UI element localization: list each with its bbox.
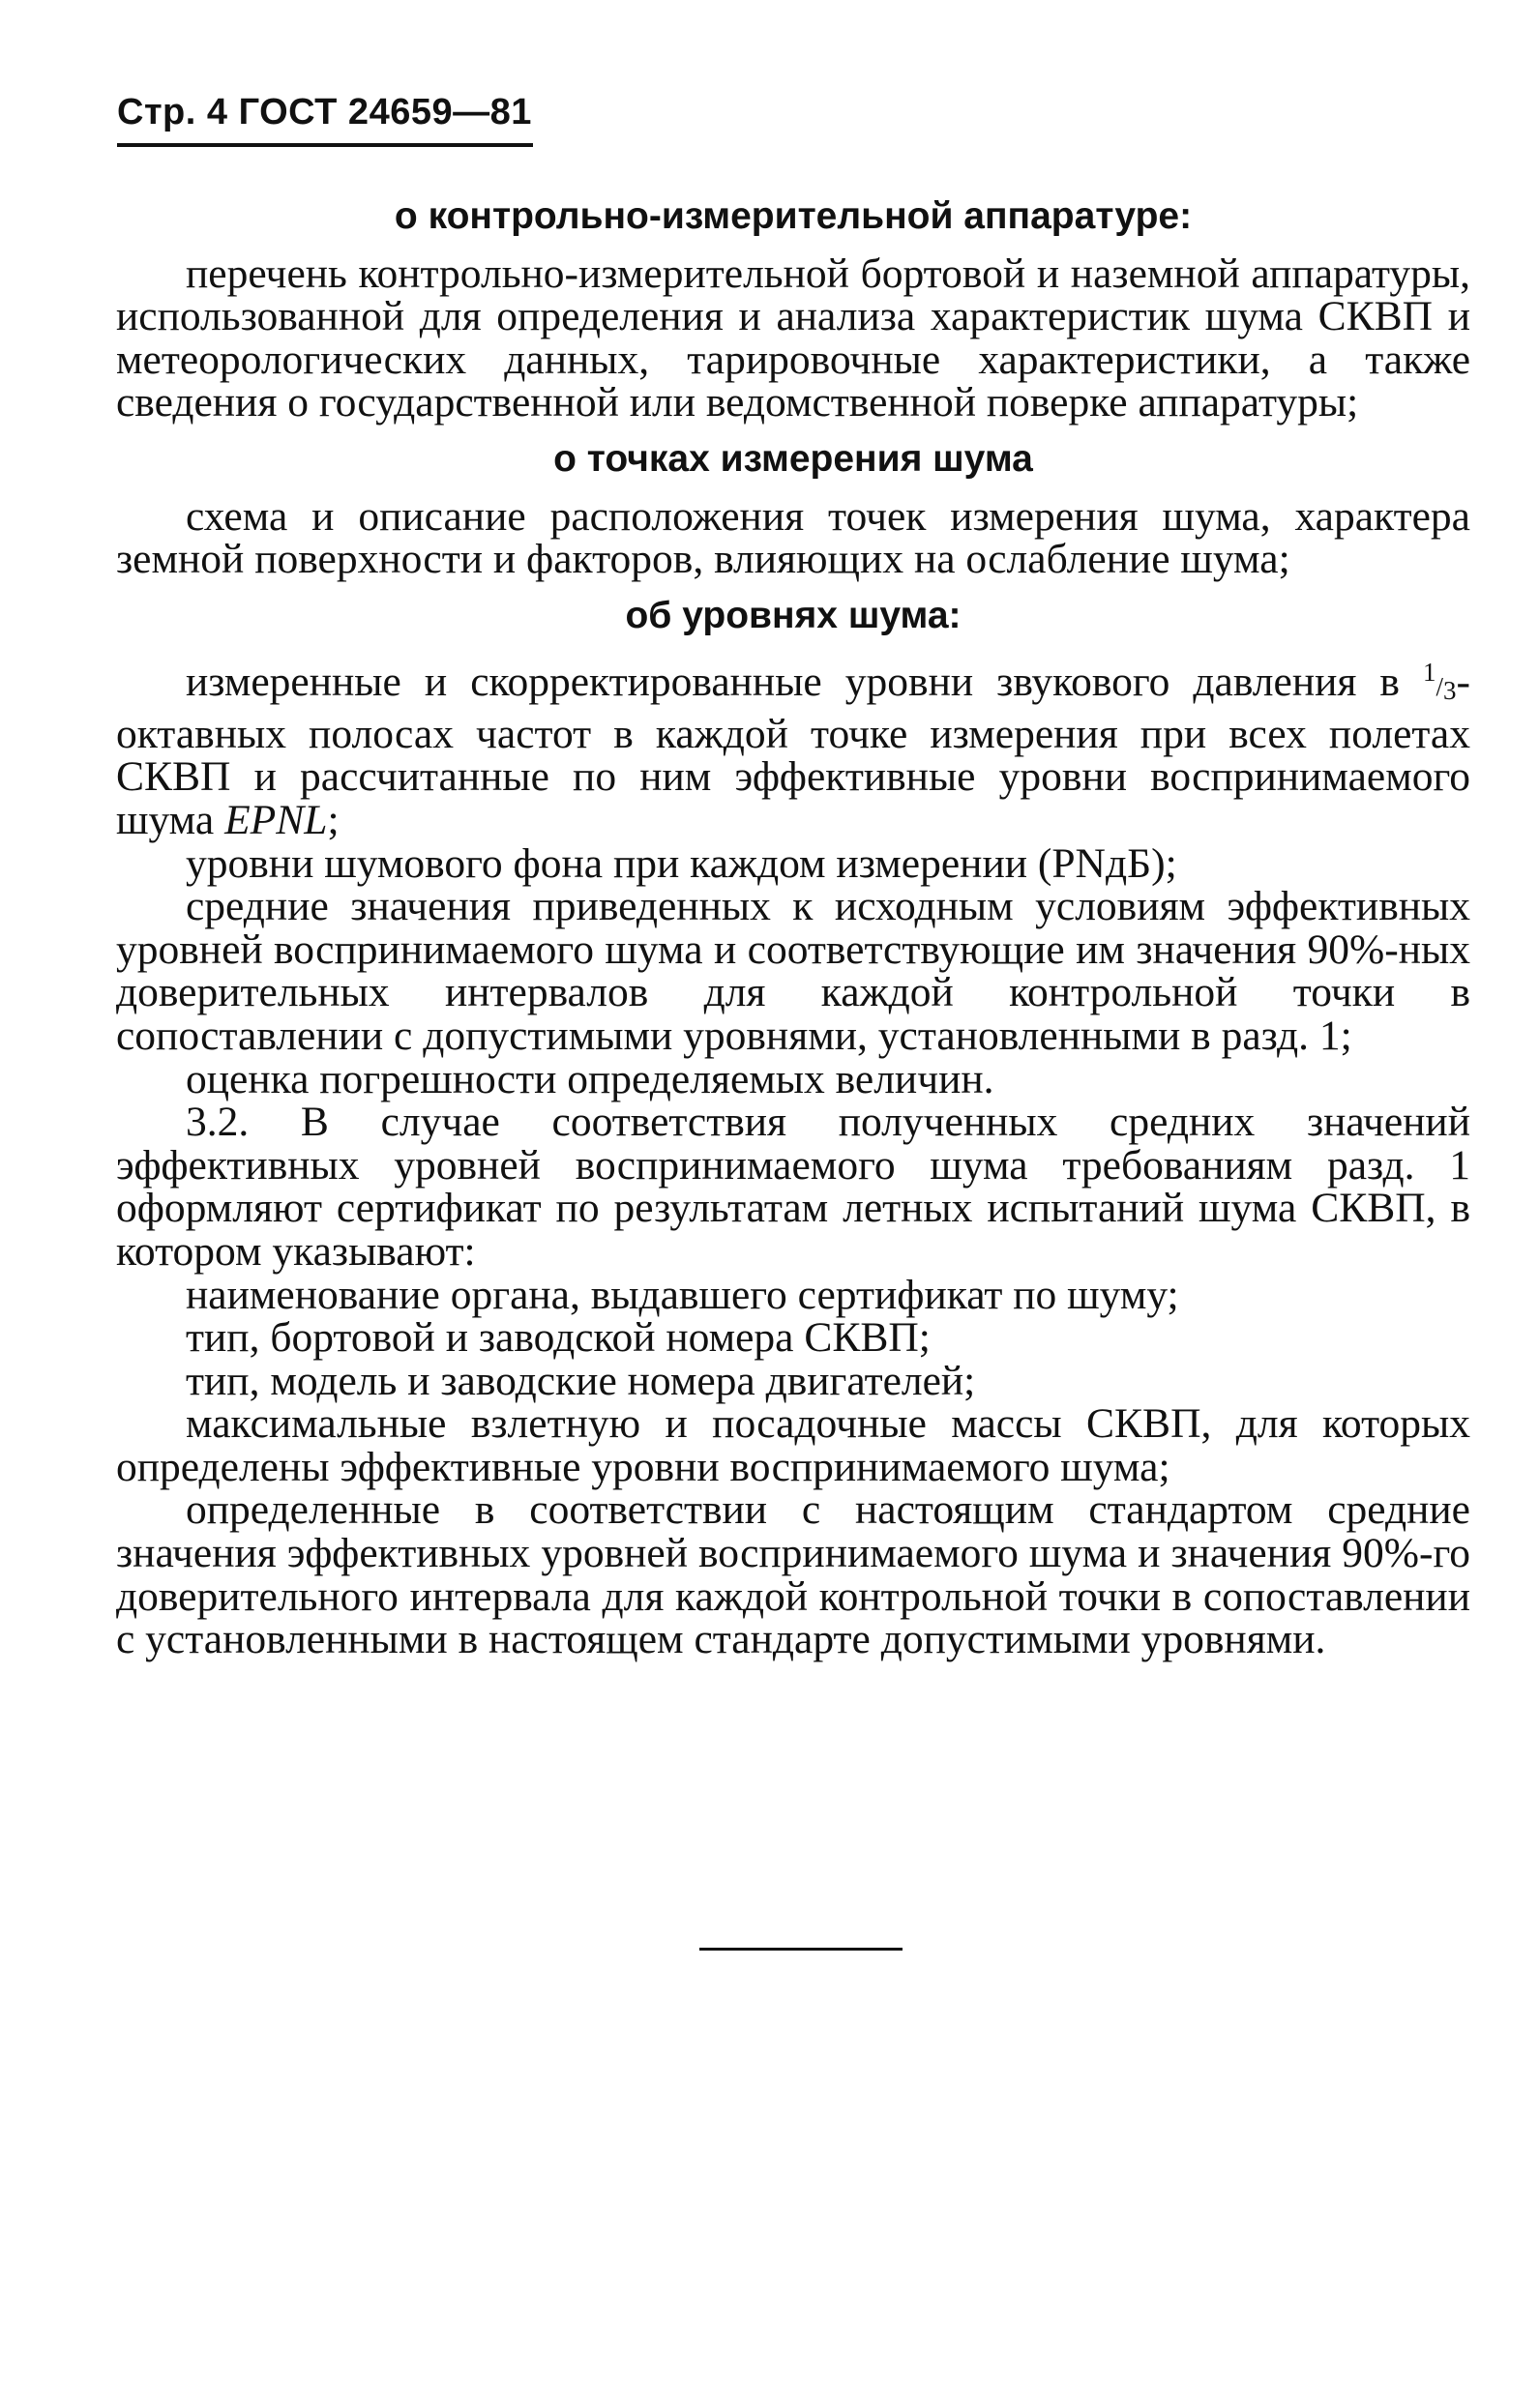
paragraph-levels-item-4: оценка погрешности определяемых величин. — [186, 1055, 994, 1102]
header-rule — [117, 143, 533, 147]
paragraph-levels-item-2: уровни шумового фона при каждом измерении (PNдБ); — [186, 839, 1177, 887]
one-third-fraction — [1423, 658, 1457, 706]
levels-item-1-middle: -октавных полосах частот в каждой точке измерения при всех полетах СКВП и рассчитанные по ним эффективные уровни воспринимаемого шума — [116, 659, 1470, 843]
fraction-numerator: 1 — [1423, 658, 1436, 688]
levels-item-1-end: ; — [327, 796, 340, 843]
document-body — [116, 193, 1470, 1661]
paragraph-levels-item-1 — [116, 651, 1470, 841]
heading-apparatus: о контрольно-измерительной аппаратуре: — [394, 195, 1193, 237]
heading-measurement-points: о точках измерения шума — [553, 437, 1033, 480]
heading-noise-levels: об уровнях шума: — [625, 594, 962, 636]
paragraph-apparatus: перечень контрольно-измерительной бортовой и наземной аппаратуры, использованной для определения и анализа характеристик шума СКВП и метеорологических данных, тарировочные характеристики, а также сведения о государственной или ведомственной поверке аппаратуры; — [116, 250, 1470, 426]
fraction-slash: / — [1435, 672, 1444, 702]
paragraph-certificate-item-3: тип, модель и заводские номера двигателей; — [186, 1357, 976, 1404]
epnl-abbreviation: EPNL — [224, 796, 328, 843]
page-header: Стр. 4 ГОСТ 24659—81 — [117, 92, 532, 132]
paragraph-certificate-item-4: максимальные взлетную и посадочные массы СКВП, для которых определены эффективные уровни воспринимаемого шума; — [116, 1400, 1470, 1490]
fraction-denominator: 3 — [1443, 676, 1457, 706]
paragraph-certificate-item-5: определенные в соответствии с настоящим стандартом средние значения эффективных уровней воспринимаемого шума и значения 90%-го доверительного интервала для каждой контрольной точки в сопоставлении с установленными в настоящем стандарте допустимыми уровнями. — [116, 1486, 1470, 1663]
levels-item-1-start: измеренные и скорректированные уровни звукового давления в — [186, 659, 1424, 706]
end-rule — [699, 1948, 903, 1951]
paragraph-levels-item-3: средние значения приведенных к исходным условиям эффективных уровней воспринимаемого шума и соответствующие им значения 90%-ных доверительных интервалов для каждой контрольной точки в сопоставлении с допустимыми уровнями, установленными в разд. 1; — [116, 883, 1470, 1059]
paragraph-measurement-points: схема и описание расположения точек измерения шума, характера земной поверхности и факторов, влияющих на ослабление шума; — [116, 492, 1470, 583]
paragraph-clause-3-2: 3.2. В случае соответствия полученных средних значений эффективных уровней воспринимаемого шума требованиям разд. 1 оформляют сертификат по результатам летных испытаний шума СКВП, в котором указывают: — [116, 1099, 1470, 1275]
paragraph-certificate-item-2: тип, бортовой и заводской номера СКВП; — [186, 1314, 931, 1362]
paragraph-certificate-item-1: наименование органа, выдавшего сертификат по шуму; — [186, 1271, 1179, 1318]
